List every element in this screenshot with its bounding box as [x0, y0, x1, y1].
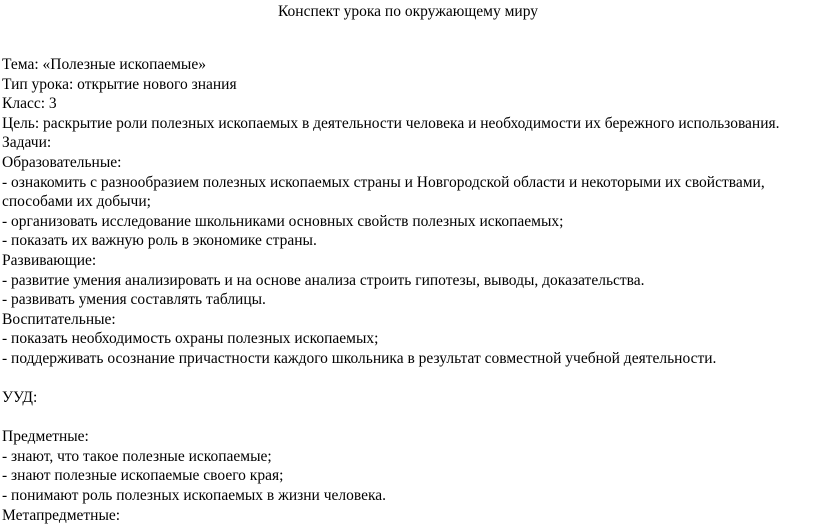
document-title: Конспект урока по окружающему миру: [277, 3, 539, 20]
lesson-grade: Класс: 3: [2, 95, 57, 113]
subject-item: - знают полезные ископаемые своего края;: [2, 467, 284, 485]
subject-heading: Предметные:: [2, 428, 89, 446]
document-body: [2, 55, 812, 525]
developing-item: - развивать умения составлять таблицы.: [2, 291, 266, 309]
blank-line: [2, 369, 812, 389]
blank-line: [2, 408, 812, 428]
lesson-goal: Цель: раскрытие роли полезных ископаемых в деятельности человека и необходимости их бережного использования.: [2, 114, 780, 132]
subject-item: - понимают роль полезных ископаемых в жизни человека.: [2, 487, 387, 505]
lesson-topic: Тема: «Полезные ископаемые»: [2, 56, 206, 73]
subject-item: - знают, что такое полезные ископаемые;: [2, 447, 272, 465]
upbringing-heading: Воспитательные:: [2, 310, 116, 328]
developing-item: - развитие умения анализировать и на основе анализа строить гипотезы, выводы, доказательства.: [2, 271, 645, 289]
upbringing-item: - показать необходимость охраны полезных ископаемых;: [2, 330, 379, 348]
developing-heading: Развивающие:: [2, 251, 97, 269]
educational-item: - показать их важную роль в экономике страны.: [2, 232, 317, 250]
uud-heading: УУД:: [2, 389, 38, 407]
educational-item: - ознакомить с разнообразием полезных ископаемых страны и Новгородской области и некоторыми их свойствами, способами их добычи;: [2, 173, 765, 211]
upbringing-item: - поддерживать осознание причастности каждого школьника в результат совместной учебной деятельности.: [2, 349, 717, 367]
educational-heading: Образовательные:: [2, 153, 122, 171]
lesson-type: Тип урока: открытие нового знания: [2, 75, 237, 93]
meta-heading: Метапредметные:: [2, 506, 121, 524]
tasks-heading: Задачи:: [2, 134, 52, 152]
educational-item: - организовать исследование школьниками основных свойств полезных ископаемых;: [2, 212, 564, 230]
